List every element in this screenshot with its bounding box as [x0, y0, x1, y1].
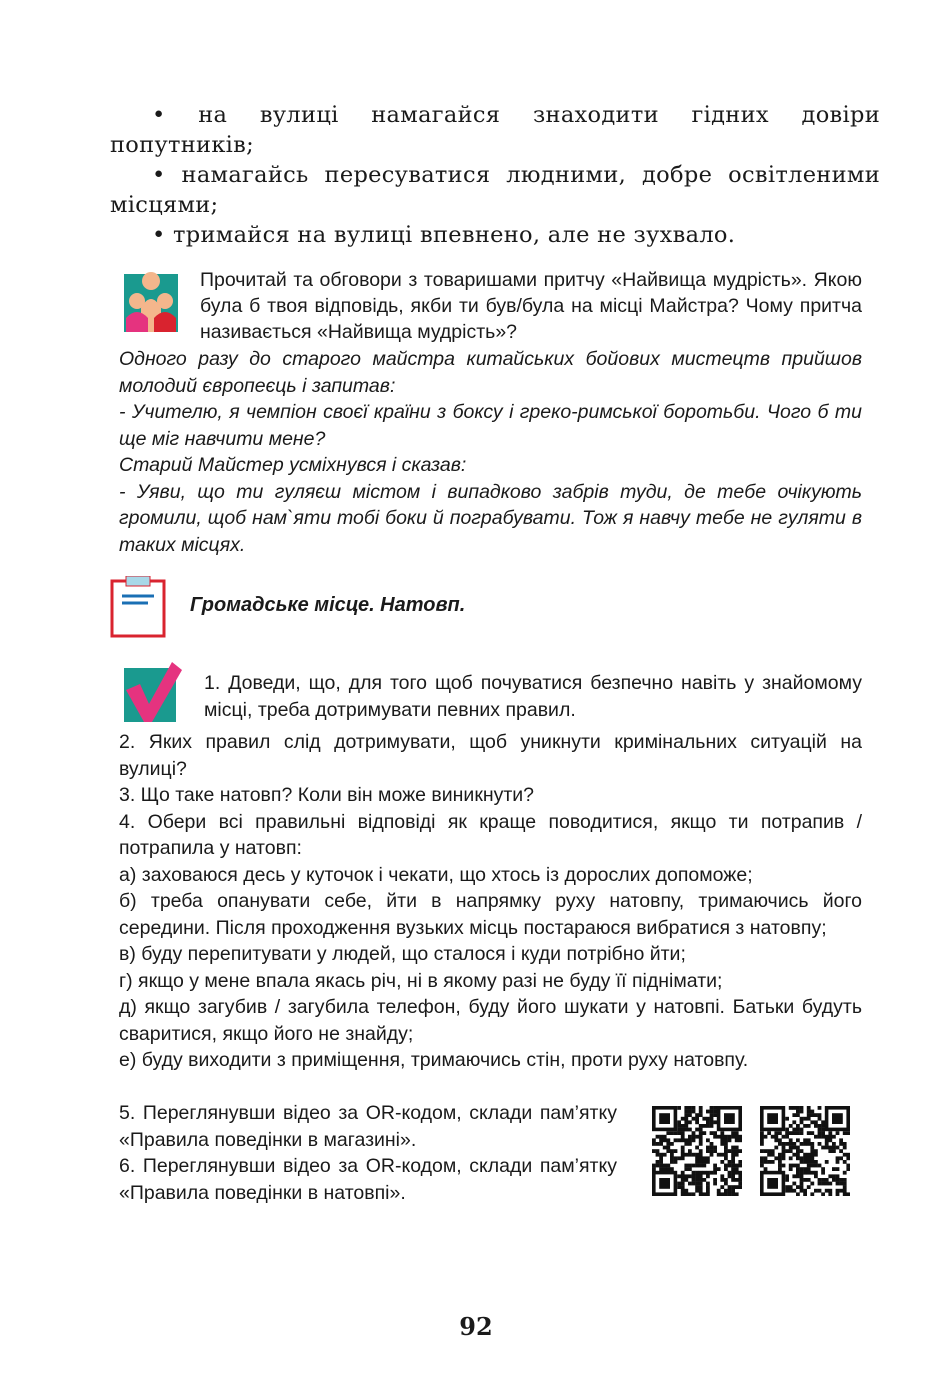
question-item: 3. Що таке натовп? Коли він може виникнути? [119, 784, 535, 806]
question-item: 4. Обери всі правильні відповіді як краще поводитися, якщо ти потрапив / потрапила у натовп: [119, 810, 862, 859]
answer-option: в) буду перепитувати у людей, що сталося і куди потрібно йти; [119, 943, 686, 965]
qr-code-icon[interactable] [652, 1106, 742, 1196]
qr-task: 6. Переглянувши відео за OR-кодом, склади пам’ятку «Правила поведінки в натовпі». [119, 1155, 617, 1204]
page-number: 92 [459, 1312, 493, 1341]
answer-option: а) заховаюся десь у куточок і чекати, що хтось із дорослих допоможе; [119, 863, 753, 886]
parable-intro: Прочитай та обговори з товаришами притчу «Найвища мудрість». Якою була б твоя відповідь, якби ти був/була на місці Майстра? Чому притча називається «Найвища мудрість»? [200, 269, 862, 343]
story-paragraph: - Учителю, я чемпіон своєї країни з боксу і греко-римської боротьби. Чого б ти ще міг навчити мене? [119, 401, 862, 450]
bullet-item: • намагайсь пересуватися людними, добре освітленими місцями; [110, 162, 880, 218]
safety-bullet-list [110, 100, 880, 250]
qr-task-list [119, 1100, 617, 1206]
story-paragraph: Одного разу до старого майстра китайських бойових мистецтв прийшов молодий європеєць і запитав: [119, 348, 862, 397]
qr-code-icon[interactable] [760, 1106, 850, 1196]
checkmark-icon [122, 662, 182, 724]
clipboard-icon [110, 576, 166, 638]
bullet-item: • тримайся на вулиці впевнено, але не зухвало. [152, 222, 736, 248]
answer-option: д) якщо загубив / загубила телефон, буду його шукати у натовпі. Батьки будуть сваритися, якщо його не знайду; [119, 996, 862, 1045]
section-title: Громадське місце. Натовп. [190, 594, 466, 616]
answer-option: е) буду виходити з приміщення, тримаючись стін, проти руху натовпу. [119, 1049, 749, 1071]
question-list [119, 729, 862, 1074]
story-paragraph: - Уяви, що ти гуляєш містом і випадково забрів туди, де тебе очікують громили, щоб нам`яти тобі боки й пограбувати. Тож я навчу тебе не гуляти в таких місцях. [119, 480, 862, 556]
question-1: 1. Доведи, що, для того щоб почуватися безпечно навіть у знайомому місці, треба дотримувати певних правил. [204, 672, 862, 721]
discussion-group-icon [124, 268, 178, 332]
qr-task: 5. Переглянувши відео за OR-кодом, склади пам’ятку «Правила поведінки в магазині». [119, 1102, 617, 1151]
question-item: 2. Яких правил слід дотримувати, щоб уникнути кримінальних ситуацій на вулиці? [119, 731, 862, 780]
answer-option: б) треба опанувати себе, йти в напрямку руху натовпу, тримаючись його середини. Після проходження вузьких місць постараюся вибратися з натовпу; [119, 890, 862, 939]
parable-story [119, 346, 862, 558]
bullet-item: • на вулиці намагайся знаходити гідних довіри попутників; [110, 102, 880, 158]
answer-option: г) якщо у мене впала якась річ, ні в якому разі не буду її піднімати; [119, 969, 723, 992]
story-paragraph: Старий Майстер усміхнувся і сказав: [119, 454, 467, 476]
